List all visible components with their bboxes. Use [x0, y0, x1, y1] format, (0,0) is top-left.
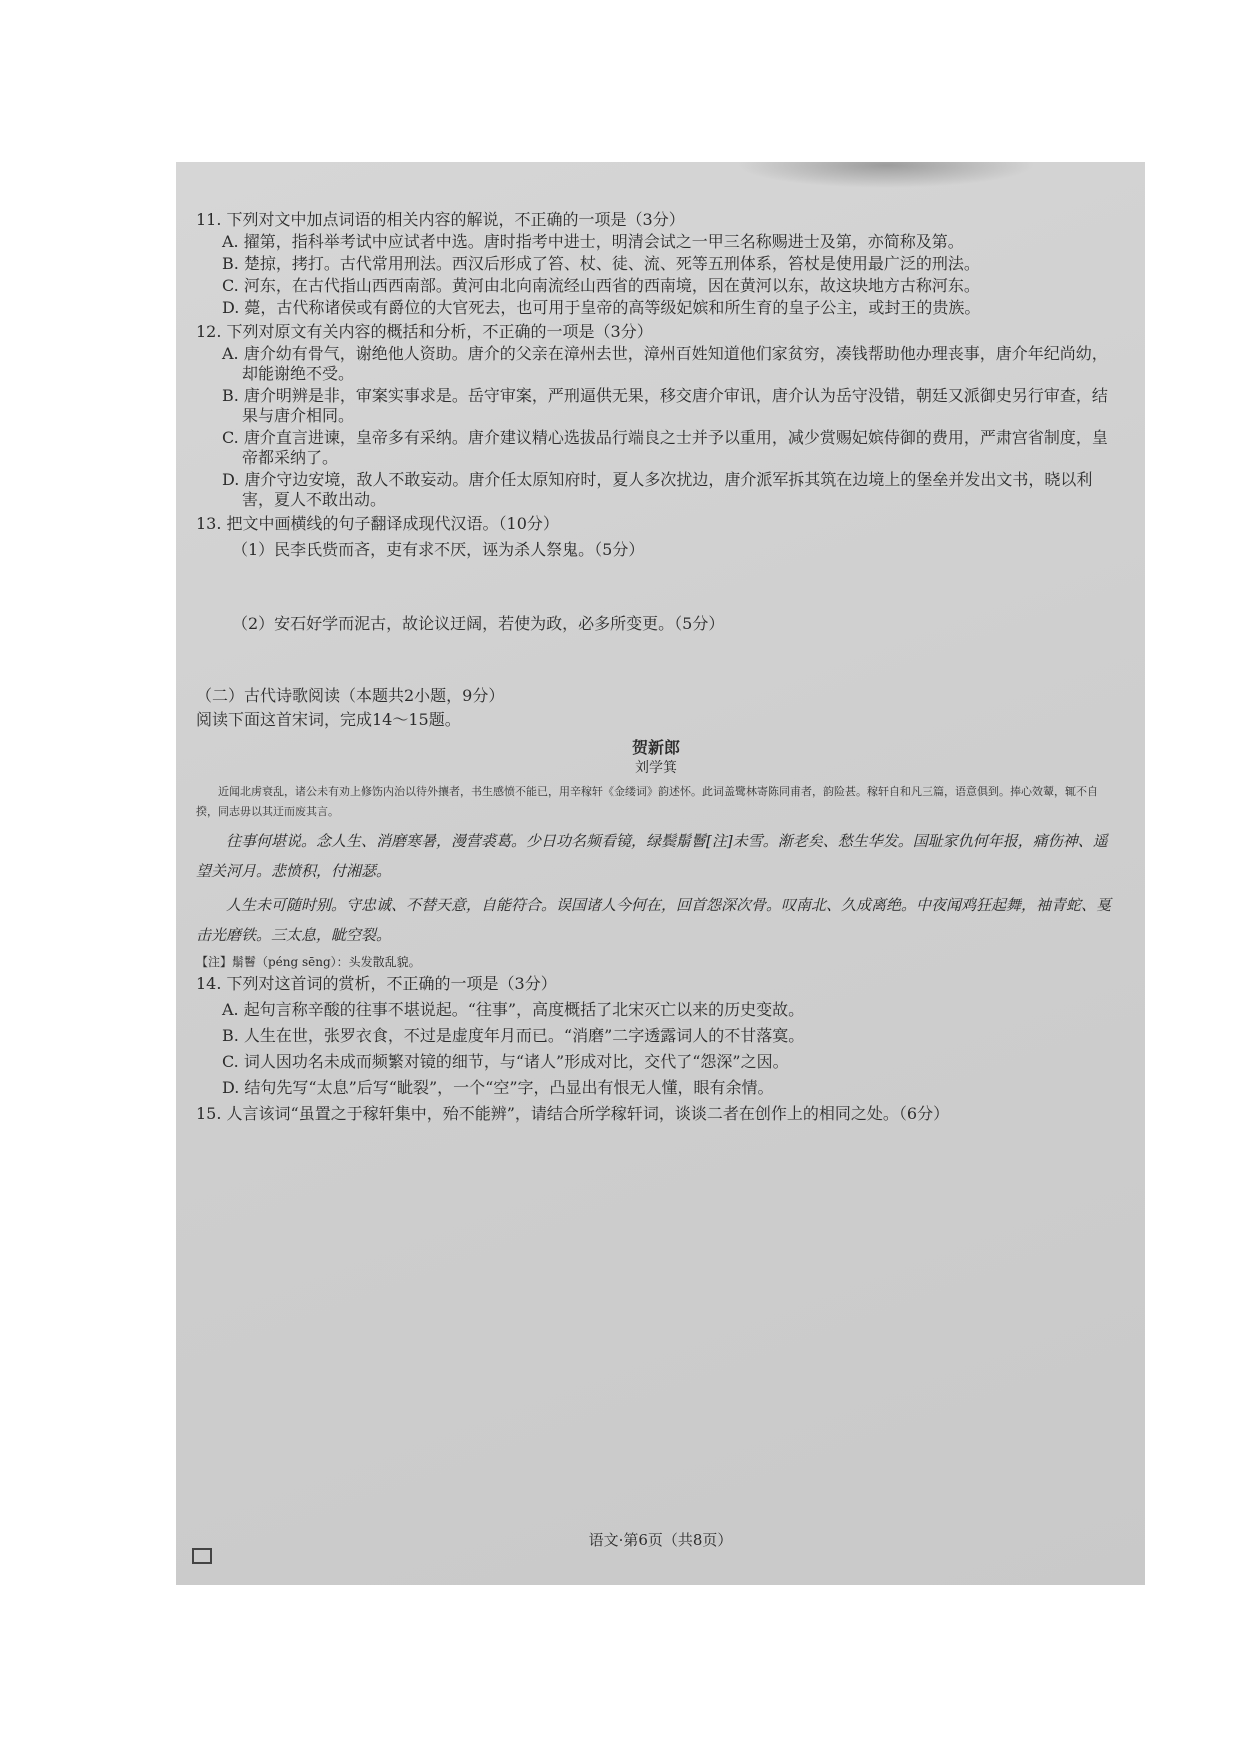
question-14-option-b: B. 人生在世，张罗衣食，不过是虚度年月而已。“消磨”二字透露词人的不甘落寞。 — [222, 1026, 805, 1045]
poetry-section — [196, 686, 1116, 972]
question-14 — [196, 974, 1116, 1098]
question-11-stem: 11. 下列对文中加点词语的相关内容的解说，不正确的一项是（3分） — [196, 210, 685, 229]
poem-author: 刘学箕 — [635, 760, 677, 776]
question-13-sub-2: （2）安石好学而泥古，故论议迂阔，若使为政，必多所变更。（5分） — [232, 614, 725, 633]
question-11-option-a: A. 擢第，指科举考试中应试者中选。唐时指考中进士，明清会试之一甲三名称赐进士及第，亦简称及第。 — [222, 232, 964, 251]
question-11-option-d: D. 薨，古代称诸侯或有爵位的大官死去，也可用于皇帝的高等级妃嫔和所生育的皇子公主，或封王的贵族。 — [222, 298, 981, 317]
answer-space — [196, 560, 1116, 608]
question-15-stem: 15. 人言该词“虽置之于稼轩集中，殆不能辨”，请结合所学稼轩词，谈谈二者在创作上的相同之处。（6分） — [196, 1104, 950, 1123]
question-12-option-a: A. 唐介幼有骨气，谢绝他人资助。唐介的父亲在漳州去世，漳州百姓知道他们家贫穷，凑钱帮助他办理丧事，唐介年纪尚幼，却能谢绝不受。 — [222, 344, 1108, 383]
answer-space — [196, 634, 1116, 686]
question-12-option-b: B. 唐介明辨是非，审案实事求是。岳守审案，严刑逼供无果，移交唐介审讯，唐介认为岳守没错，朝廷又派御史另行审查，结果与唐介相同。 — [222, 386, 1108, 425]
question-12-option-d: D. 唐介守边安境，敌人不敢妄动。唐介任太原知府时，夏人多次扰边，唐介派军拆其筑在边境上的堡垒并发出文书，晓以利害，夏人不敢出动。 — [222, 470, 1093, 509]
question-15 — [196, 1104, 1116, 1124]
question-13-sub-1: （1）民李氏赀而吝，吏有求不厌，诬为杀人祭鬼。（5分） — [232, 540, 645, 559]
question-12-option-c: C. 唐介直言进谏，皇帝多有采纳。唐介建议精心选拔品行端良之士并予以重用，减少赏赐妃嫔侍御的费用，严肃宫省制度，皇帝都采纳了。 — [222, 428, 1108, 467]
poem-note: 【注】鬅鬙（péng sēng）：头发散乱貌。 — [196, 955, 421, 969]
poem-stanza-1: 往事何堪说。念人生、消磨寒暑，漫营裘葛。少日功名频看镜，绿鬓鬅鬙[注]未雪。渐老矣、愁生华发。国耻家仇何年报，痛伤神、遥望关河月。悲愤积，付湘瑟。 — [196, 832, 1108, 880]
question-14-option-a: A. 起句言称辛酸的往事不堪说起。“往事”，高度概括了北宋灭亡以来的历史变故。 — [222, 1000, 805, 1019]
poem-title: 贺新郎 — [631, 738, 680, 757]
question-12 — [196, 322, 1116, 510]
question-11-option-b: B. 楚掠，拷打。古代常用刑法。西汉后形成了笞、杖、徒、流、死等五刑体系，笞杖是使用最广泛的刑法。 — [222, 254, 980, 273]
exam-page — [176, 162, 1145, 1585]
poem-preface: 近闻北虏衰乱，诸公未有劝上修饬内治以待外攘者，书生感愤不能已，用辛稼轩《金缕词》韵述怀。此词盖鹭林寄陈同甫者，韵险甚。稼轩自和凡三篇，语意俱到。捧心效颦，辄不自揆，同志毋以其迂而废其言。 — [196, 785, 1098, 818]
question-14-option-c: C. 词人因功名未成而频繁对镜的细节，与“诸人”形成对比，交代了“怨深”之因。 — [222, 1052, 789, 1071]
section-instruction: 阅读下面这首宋词，完成14～15题。 — [196, 710, 461, 729]
question-11 — [196, 210, 1116, 318]
question-14-stem: 14. 下列对这首词的赏析，不正确的一项是（3分） — [196, 974, 557, 993]
question-13-stem: 13. 把文中画横线的句子翻译成现代汉语。（10分） — [196, 514, 559, 533]
section-heading: （二）古代诗歌阅读（本题共2小题，9分） — [196, 686, 505, 705]
corner-box-mark — [192, 1548, 212, 1564]
page-shadow — [736, 162, 1036, 188]
question-11-option-c: C. 河东，在古代指山西西南部。黄河由北向南流经山西省的西南境，因在黄河以东，故这块地方古称河东。 — [222, 276, 980, 295]
question-13 — [196, 514, 1116, 686]
page-footer: 语文·第6页（共8页） — [588, 1531, 733, 1549]
question-14-option-d: D. 结句先写“太息”后写“眦裂”，一个“空”字，凸显出有恨无人懂，眼有余情。 — [222, 1078, 774, 1097]
poem-stanza-2: 人生未可随时别。守忠诚、不替天意，自能符合。误国诸人今何在，回首怨深次骨。叹南北、久成离绝。中夜闻鸡狂起舞，袖青蛇、戛击光磨铁。三太息，眦空裂。 — [196, 896, 1112, 944]
page-content — [196, 210, 1116, 1124]
question-12-stem: 12. 下列对原文有关内容的概括和分析，不正确的一项是（3分） — [196, 322, 653, 341]
